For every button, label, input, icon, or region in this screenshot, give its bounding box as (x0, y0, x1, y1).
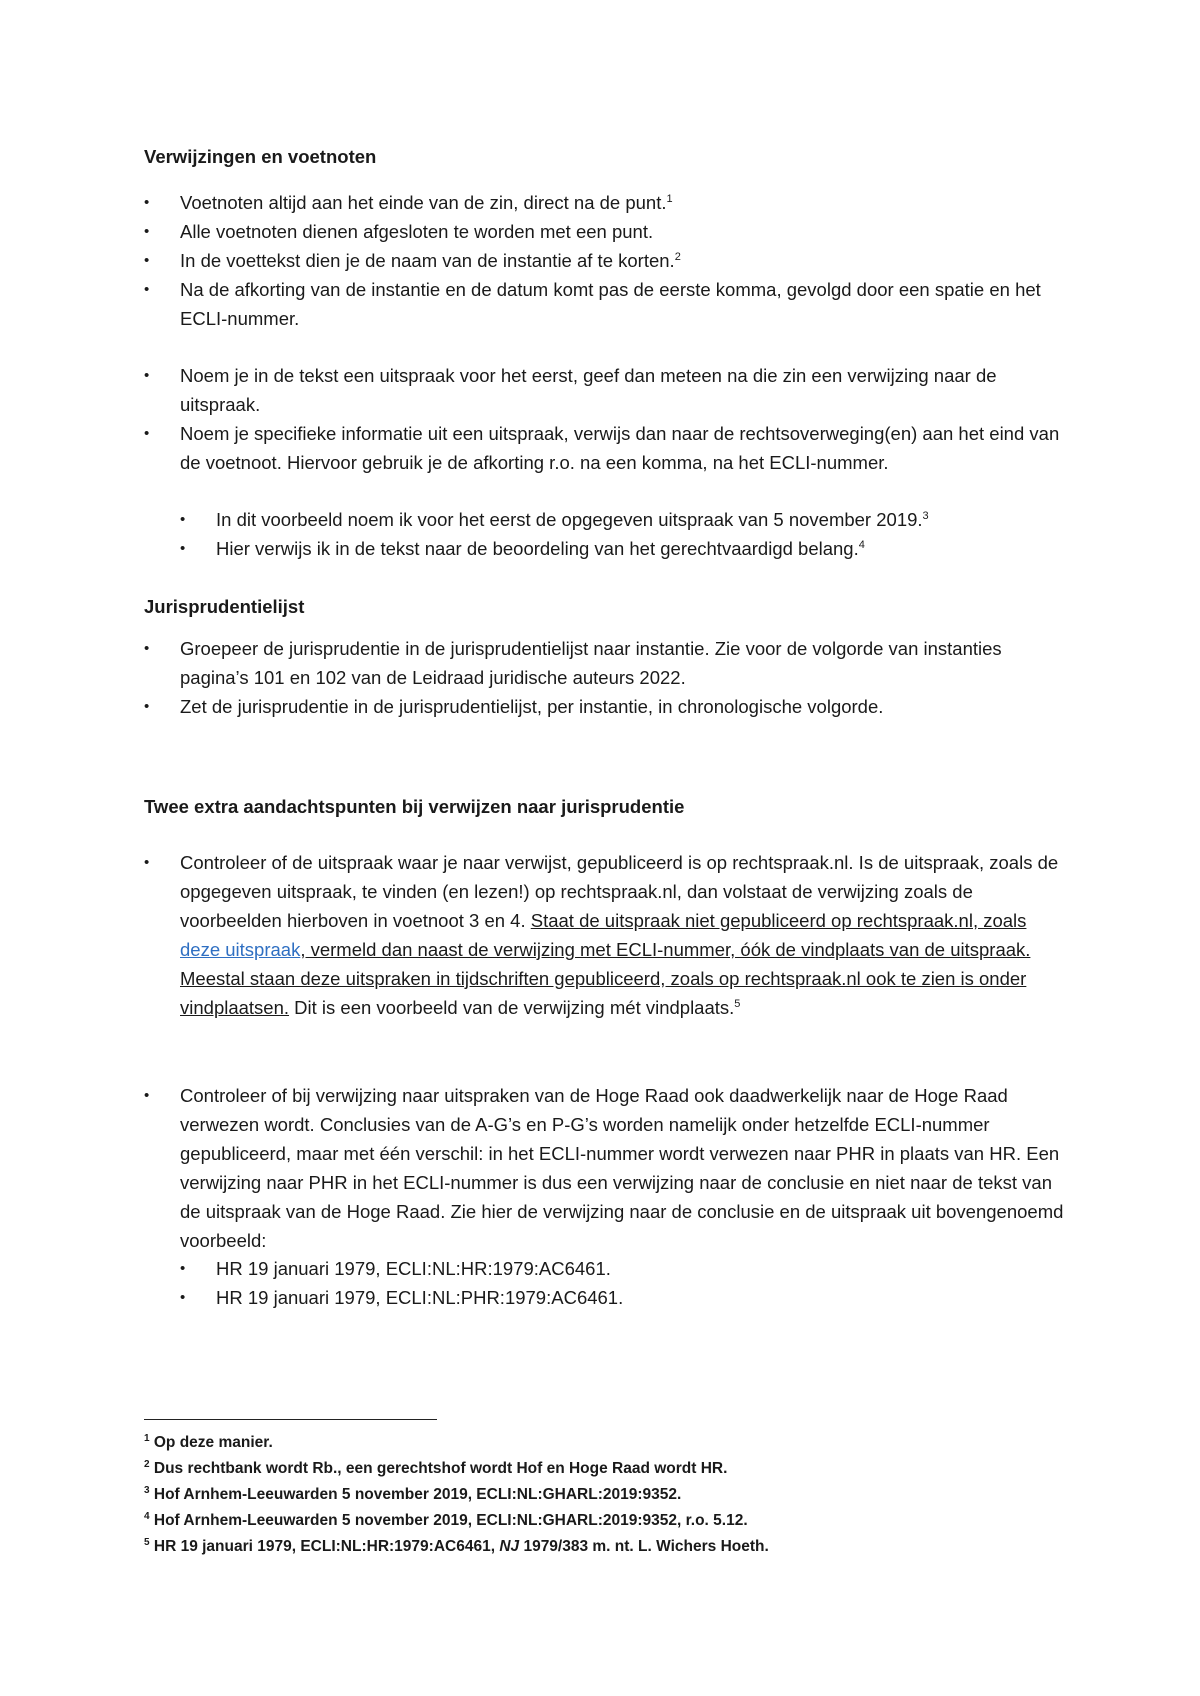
bullet: • (144, 640, 150, 657)
section-heading-verwijzingen: Verwijzingen en voetnoten (144, 146, 377, 167)
list-item: • Zet de jurisprudentie in de jurisprudentielijst, per instantie, in chronologische volgorde. (144, 692, 1064, 721)
list-item: • In de voettekst dien je de naam van de instantie af te korten.$^2$ (144, 246, 1064, 275)
footnote-ref-2[interactable]: 2 (674, 251, 681, 263)
list-item: • Na de afkorting van de instantie en de datum komt pas de eerste komma, gevolgd door een spatie en het ECLI-nummer. (144, 275, 1064, 333)
bullet: • (144, 698, 150, 715)
deze-uitspraak-link[interactable]: deze uitspraak (180, 939, 301, 960)
bullet: • (144, 854, 150, 871)
bullet: • (144, 194, 150, 211)
list-item: • Controleer of bij verwijzing naar uitspraken van de Hoge Raad ook daadwerkelijk naar de Hoge Raad verwezen wordt. Conclusies van de A-G’s en P-G’s worden namelijk onder hetzelfde ECLI-nummer gepubliceerd, maar met één verschil: in het ECLI-nummer wordt verwezen naar PHR in plaats van HR. Een verwijzing naar PHR in het ECLI-nummer is dus een verwijzing naar de conclusie en niet naar de tekst van de uitspraak van de Hoge Raad. Zie hier de verwijzing naar de conclusie en de uitspraak uit bovengenoemd voorbeeld: (144, 1081, 1064, 1255)
section-heading-jurisprudentielijst: Jurisprudentielijst (144, 596, 305, 617)
footnote-ref-4[interactable]: 4 (858, 539, 865, 551)
sub-list-item: • HR 19 januari 1979, ECLI:NL:PHR:1979:AC6461. (144, 1283, 1064, 1312)
bullet: • (180, 540, 186, 557)
bullet: • (180, 1260, 186, 1277)
list-item: • Alle voetnoten dienen afgesloten te worden met een punt. (144, 217, 1064, 246)
footnote-2: $^2$ Dus rechtbank wordt Rb., een gerechtshof wordt Hof en Hoge Raad wordt HR. (144, 1459, 728, 1477)
footnote-3: $^3$ Hof Arnhem-Leeuwarden 5 november 2019, ECLI:NL:GHARL:2019:9352. (144, 1485, 682, 1503)
footnote-1: $^1$ Op deze manier. (144, 1433, 273, 1451)
sub-list-item: • In dit voorbeeld noem ik voor het eerst de opgegeven uitspraak van 5 november 2019.$^3$ (144, 505, 1064, 534)
list-item: • Groepeer de jurisprudentie in de jurisprudentielijst naar instantie. Zie voor de volgorde van instanties pagina’s 101 en 102 van de Leidraad juridische auteurs 2022. (144, 634, 1064, 692)
bullet: • (180, 511, 186, 528)
list-item: • Voetnoten altijd aan het einde van de zin, direct na de punt.$^1$ (144, 188, 1064, 217)
list-item: • Noem je specifieke informatie uit een uitspraak, verwijs dan naar de rechtsoverweging(en) aan het eind van de voetnoot. Hiervoor gebruik je de afkorting r.o. na een komma, na het ECLI-nummer. (144, 419, 1064, 477)
bullet: • (180, 1289, 186, 1306)
footnote-ref-3[interactable]: 3 (922, 510, 929, 522)
footnote-5: $^5$ HR 19 januari 1979, ECLI:NL:HR:1979:AC6461, NJ 1979/383 m. nt. L. Wichers Hoeth. (144, 1537, 769, 1555)
bullet: • (144, 425, 150, 442)
list-item: • Noem je in de tekst een uitspraak voor het eerst, geef dan meteen na die zin een verwijzing naar de uitspraak. (144, 361, 1064, 419)
sub-list-item: • Hier verwijs ik in de tekst naar de beoordeling van het gerechtvaardigd belang.$^4$ (144, 534, 1064, 563)
sub-list-item: • HR 19 januari 1979, ECLI:NL:HR:1979:AC6461. (144, 1254, 1064, 1283)
footnote-4: $^4$ Hof Arnhem-Leeuwarden 5 november 2019, ECLI:NL:GHARL:2019:9352, r.o. 5.12. (144, 1511, 748, 1529)
footnote-ref-1[interactable]: 1 (666, 193, 673, 205)
footnote-ref-5[interactable]: 5 (734, 998, 741, 1010)
list-item: • Controleer of de uitspraak waar je naar verwijst, gepubliceerd is op rechtspraak.nl. Is de uitspraak, zoals de opgegeven uitspraak, te vinden (en lezen!) op rechtspraak.nl, dan volstaat de verwijzing zoals de voorbeelden hierboven in voetnoot 3 en 4. Staat de uitspraak niet gepubliceerd op rechtspraak.nl, zoals deze uitspraak, vermeld dan naast de verwijzing met ECLI-nummer, óók de vindplaats van de uitspraak. Meestal staan deze uitspraken in tijdschriften gepubliceerd, zoals op rechtspraak.nl ook te zien is onder vindplaatsen. Dit is een voorbeeld van de verwijzing mét vindplaats.$^5$ (144, 848, 1064, 1022)
bullet: • (144, 367, 150, 384)
section-heading-extra: Twee extra aandachtspunten bij verwijzen naar jurisprudentie (144, 796, 685, 817)
bullet: • (144, 281, 150, 298)
bullet: • (144, 1087, 150, 1104)
footnote-separator (144, 1419, 437, 1420)
bullet: • (144, 252, 150, 269)
bullet: • (144, 223, 150, 240)
